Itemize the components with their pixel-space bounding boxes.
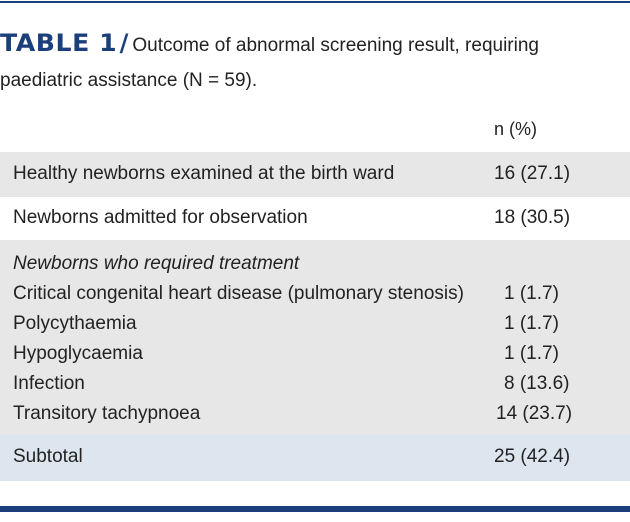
table-row [0,197,630,240]
group-item-value: 1 (1.7) [504,283,559,304]
group-item-label: Hypoglycaemia [13,343,143,364]
table-number: TABLE 1 [0,29,118,57]
group-heading: Newborns who required treatment [13,253,300,274]
row-value: 16 (27.1) [494,163,571,184]
column-header-n-percent: n (%) [494,119,538,139]
caption-title: Outcome of abnormal screening result, requiring [132,35,539,56]
caption-line-2: paediatric assistance (N = 59). [0,70,258,91]
caption-slash: / [119,29,129,57]
group-item-label: Transitory tachypnoea [13,403,201,424]
subtotal-row [0,434,630,481]
group-item-label: Critical congenital heart disease (pulmonary stenosis) [13,283,464,304]
group-item-label: Polycythaemia [13,313,137,334]
caption-line-1 [0,24,630,66]
bottom-rule [0,506,630,512]
group-item-value: 14 (23.7) [496,403,573,424]
group-item-value: 8 (13.6) [504,373,570,394]
table-row [0,152,630,197]
row-value: 18 (30.5) [494,207,571,228]
subtotal-value: 25 (42.4) [494,446,571,467]
group-item-value: 1 (1.7) [504,313,559,334]
top-rule [0,1,630,3]
row-label: Healthy newborns examined at the birth ward [13,163,395,184]
subtotal-label: Subtotal [13,446,83,467]
group-item-label: Infection [13,373,85,394]
group-item-value: 1 (1.7) [504,343,559,364]
row-label: Newborns admitted for observation [13,207,308,228]
treatment-group [0,240,630,434]
table-caption [0,24,630,100]
